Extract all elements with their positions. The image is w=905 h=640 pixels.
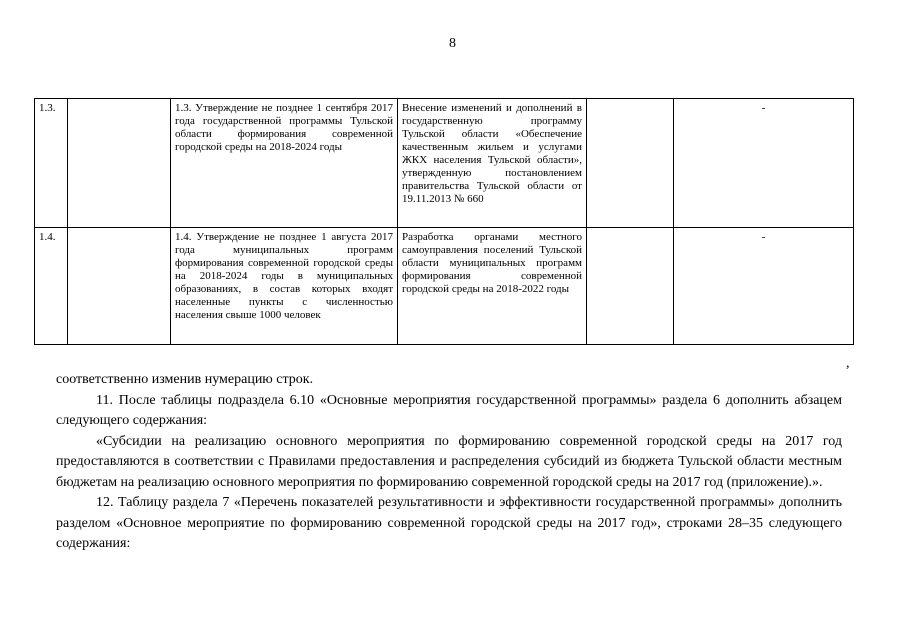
dash-cell: -	[674, 228, 854, 345]
trailing-comma: ,	[846, 356, 850, 371]
table-row	[35, 99, 854, 228]
action-cell: 1.4. Утверждение не позднее 1 августа 2017 года муниципальных программ формирования современной городской среды на 2018-2024 годы в муниципальных образованиях, в состав которых входят населенные пункты с численностью населения свыше 1000 человек	[171, 228, 398, 345]
paragraph-numbering: соответственно изменив нумерацию строк.	[56, 372, 314, 387]
paragraph-item-12: 12. Таблицу раздела 7 «Перечень показателей результативности и эффективности государственной программы» дополнить разделом «Основное мероприятие по формированию современной городской среды на 2017 год», строками 28–35 следующего содержания:	[56, 495, 842, 551]
dash-cell: -	[674, 99, 854, 228]
empty-cell	[587, 228, 674, 345]
paragraph-quote: «Субсидии на реализацию основного мероприятия по формированию современной городской среды на 2017 год предоставляются в соответствии с Правилами предоставления и распределения субсидий из бюджета Тульской области местным бюджетам на реализацию основного мероприятия по формированию современной городской среды на 2017 год (приложение).».	[56, 433, 842, 490]
empty-cell	[587, 99, 674, 228]
paragraph-item-11: 11. После таблицы подраздела 6.10 «Основные мероприятия государственной программы» раздела 6 дополнить абзацем следующего содержания:	[56, 392, 842, 428]
row-number-cell: 1.4.	[35, 228, 68, 345]
row-number-cell: 1.3.	[35, 99, 68, 228]
page-number: 8	[449, 36, 456, 51]
action-cell: 1.3. Утверждение не позднее 1 сентября 2017 года государственной программы Тульской области формирования современной городской среды на 2018-2024 годы	[171, 99, 398, 228]
result-cell: Внесение изменений и дополнений в государственную программу Тульской области «Обеспечение качественным жильем и услугами ЖКХ населения Тульской области», утвержденную постановлением правительства Тульской области от 19.11.2013 № 660	[398, 99, 587, 228]
empty-cell	[68, 228, 171, 345]
table-row	[35, 228, 854, 345]
empty-cell	[68, 99, 171, 228]
amendment-text	[56, 370, 842, 555]
program-measures-table	[34, 98, 854, 345]
result-cell: Разработка органами местного самоуправления поселений Тульской области муниципальных программ формирования современной городской среды на 2018-2022 годы	[398, 228, 587, 345]
